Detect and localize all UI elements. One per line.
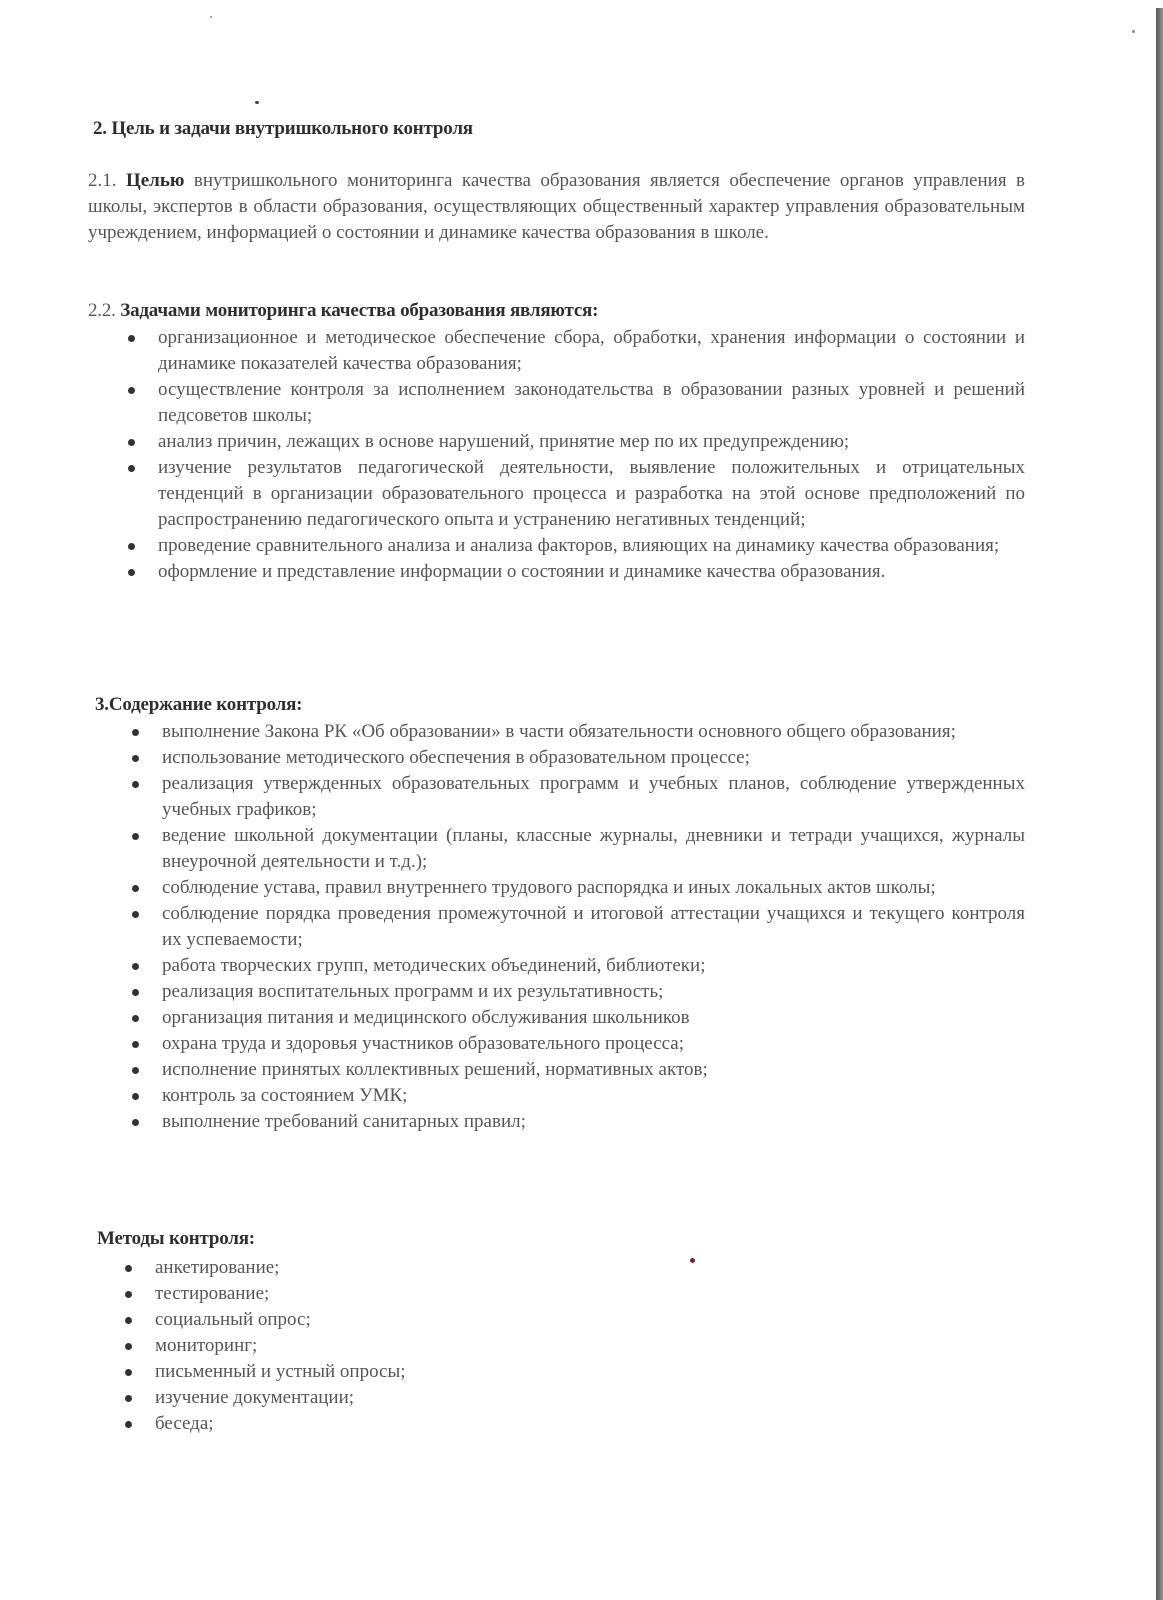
bullet-icon	[125, 1317, 132, 1324]
list-item	[162, 1083, 1025, 1109]
bullet-icon	[125, 1291, 132, 1298]
list-item-text: тестирование;	[155, 1283, 270, 1304]
list-item	[155, 1307, 655, 1333]
list-item-text: охрана труда и здоровья участников образовательного процесса;	[162, 1033, 684, 1054]
bullet-icon	[132, 911, 139, 918]
bullet-icon	[128, 465, 135, 472]
bullet-icon	[128, 543, 135, 550]
bullet-icon	[132, 729, 139, 736]
list-item-text: использование методического обеспечения в образовательном процессе;	[162, 747, 750, 768]
list-item-text: ведение школьной документации (планы, классные журналы, дневники и тетради учащихся, журналы внеурочной деятельности и т.д.);	[162, 825, 1025, 872]
list-item	[162, 979, 1025, 1005]
list-item	[162, 771, 1025, 823]
goal-number: 2.1.	[88, 170, 117, 191]
goal-paragraph	[88, 168, 1025, 246]
list-item-text: выполнение Закона РК «Об образовании» в части обязательности основного общего образования;	[162, 721, 956, 742]
list-item-text: проведение сравнительного анализа и анализа факторов, влияющих на динамику качества образования;	[158, 535, 1000, 556]
bullet-icon	[132, 755, 139, 762]
bullet-icon	[125, 1265, 132, 1272]
list-item	[158, 429, 1025, 455]
list-item	[155, 1385, 655, 1411]
bullet-icon	[125, 1343, 132, 1350]
bullet-icon	[132, 963, 139, 970]
list-item	[162, 953, 1025, 979]
list-item-text: организация питания и медицинского обслуживания школьников	[162, 1007, 690, 1028]
bullet-icon	[128, 569, 135, 576]
section-2-heading: 2. Цель и задачи внутришкольного контроля	[93, 118, 473, 139]
scan-speck	[255, 101, 259, 104]
list-item	[162, 719, 1025, 745]
bullet-icon	[125, 1421, 132, 1428]
list-item	[162, 1005, 1025, 1031]
list-item-text: соблюдение устава, правил внутреннего трудового распорядка и иных локальных актов школы;	[162, 877, 936, 898]
bullet-icon	[132, 1067, 139, 1074]
list-item	[162, 1031, 1025, 1057]
bullet-icon	[125, 1369, 132, 1376]
list-item	[162, 823, 1025, 875]
list-item-text: изучение результатов педагогической деятельности, выявление положительных и отрицательных тенденций в организации образовательного процесса и разработка на этой основе предположений по распространению педагогического опыта и устранению негативных тенденций;	[158, 457, 1025, 530]
list-item-text: мониторинг;	[155, 1335, 258, 1356]
tasks-heading: Задачами мониторинга качества образования являются:	[120, 300, 599, 321]
list-item	[158, 325, 1025, 377]
list-item-text: реализация утвержденных образовательных программ и учебных планов, соблюдение утвержденных учебных графиков;	[162, 773, 1025, 820]
bullet-icon	[132, 885, 139, 892]
goal-text: внутришкольного мониторинга качества образования является обеспечение органов управления в школы, экспертов в области образования, осуществляющих общественный характер управления образовательным учреждением, информацией о состоянии и динамике качества образования в школе.	[88, 170, 1026, 243]
list-item-text: осуществление контроля за исполнением законодательства в образовании разных уровней и решений педсоветов школы;	[158, 379, 1025, 426]
list-item	[155, 1359, 655, 1385]
list-item-text: соблюдение порядка проведения промежуточной и итоговой аттестации учащихся и текущего контроля их успеваемости;	[162, 903, 1025, 950]
bullet-icon	[128, 387, 135, 394]
list-item-text: анализ причин, лежащих в основе нарушений, принятие мер по их предупреждению;	[158, 431, 850, 452]
list-item-text: оформление и представление информации о состоянии и динамике качества образования.	[158, 561, 886, 582]
section-3-heading: 3.Содержание контроля:	[95, 694, 303, 715]
bullet-icon	[128, 335, 135, 342]
list-item	[158, 377, 1025, 429]
list-item	[162, 745, 1025, 771]
list-item-text: беседа;	[155, 1413, 214, 1434]
list-item-text: исполнение принятых коллективных решений, нормативных актов;	[162, 1059, 708, 1080]
list-item-text: социальный опрос;	[155, 1309, 311, 1330]
bullet-icon	[132, 1093, 139, 1100]
scan-speck	[1132, 30, 1135, 33]
bullet-icon	[132, 833, 139, 840]
bullet-icon	[132, 1119, 139, 1126]
tasks-list	[158, 325, 1025, 585]
list-item-text: организационное и методическое обеспечение сбора, обработки, хранения информации о состоянии и динамике показателей качества образования;	[158, 327, 1025, 374]
bullet-icon	[132, 989, 139, 996]
list-item	[158, 533, 1025, 559]
bullet-icon	[132, 1041, 139, 1048]
list-item-text: реализация воспитательных программ и их результативность;	[162, 981, 664, 1002]
scan-speck	[210, 16, 212, 18]
bullet-icon	[132, 1015, 139, 1022]
list-item-text: письменный и устный опросы;	[155, 1361, 406, 1382]
bullet-icon	[128, 439, 135, 446]
methods-heading: Методы контроля:	[97, 1228, 255, 1249]
list-item-text: изучение документации;	[155, 1387, 355, 1408]
list-item	[158, 455, 1025, 533]
list-item	[155, 1281, 655, 1307]
bullet-icon	[125, 1395, 132, 1402]
list-item	[162, 1057, 1025, 1083]
methods-list	[155, 1255, 655, 1437]
list-item-text: выполнение требований санитарных правил;	[162, 1111, 526, 1132]
list-item-text: работа творческих групп, методических объединений, библиотеки;	[162, 955, 706, 976]
scan-edge	[1156, 8, 1163, 1600]
list-item-text: контроль за состоянием УМК;	[162, 1085, 408, 1106]
list-item	[155, 1333, 655, 1359]
tasks-number: 2.2.	[88, 300, 116, 321]
list-item	[162, 901, 1025, 953]
tasks-heading-row	[88, 300, 598, 322]
list-item	[162, 875, 1025, 901]
list-item	[155, 1411, 655, 1437]
content-list	[162, 719, 1025, 1135]
bullet-icon	[132, 781, 139, 788]
list-item	[155, 1255, 655, 1281]
goal-bold-word: Целью	[125, 170, 185, 191]
list-item-text: анкетирование;	[155, 1257, 280, 1278]
scan-speck	[690, 1258, 695, 1263]
list-item	[162, 1109, 1025, 1135]
list-item	[158, 559, 1025, 585]
